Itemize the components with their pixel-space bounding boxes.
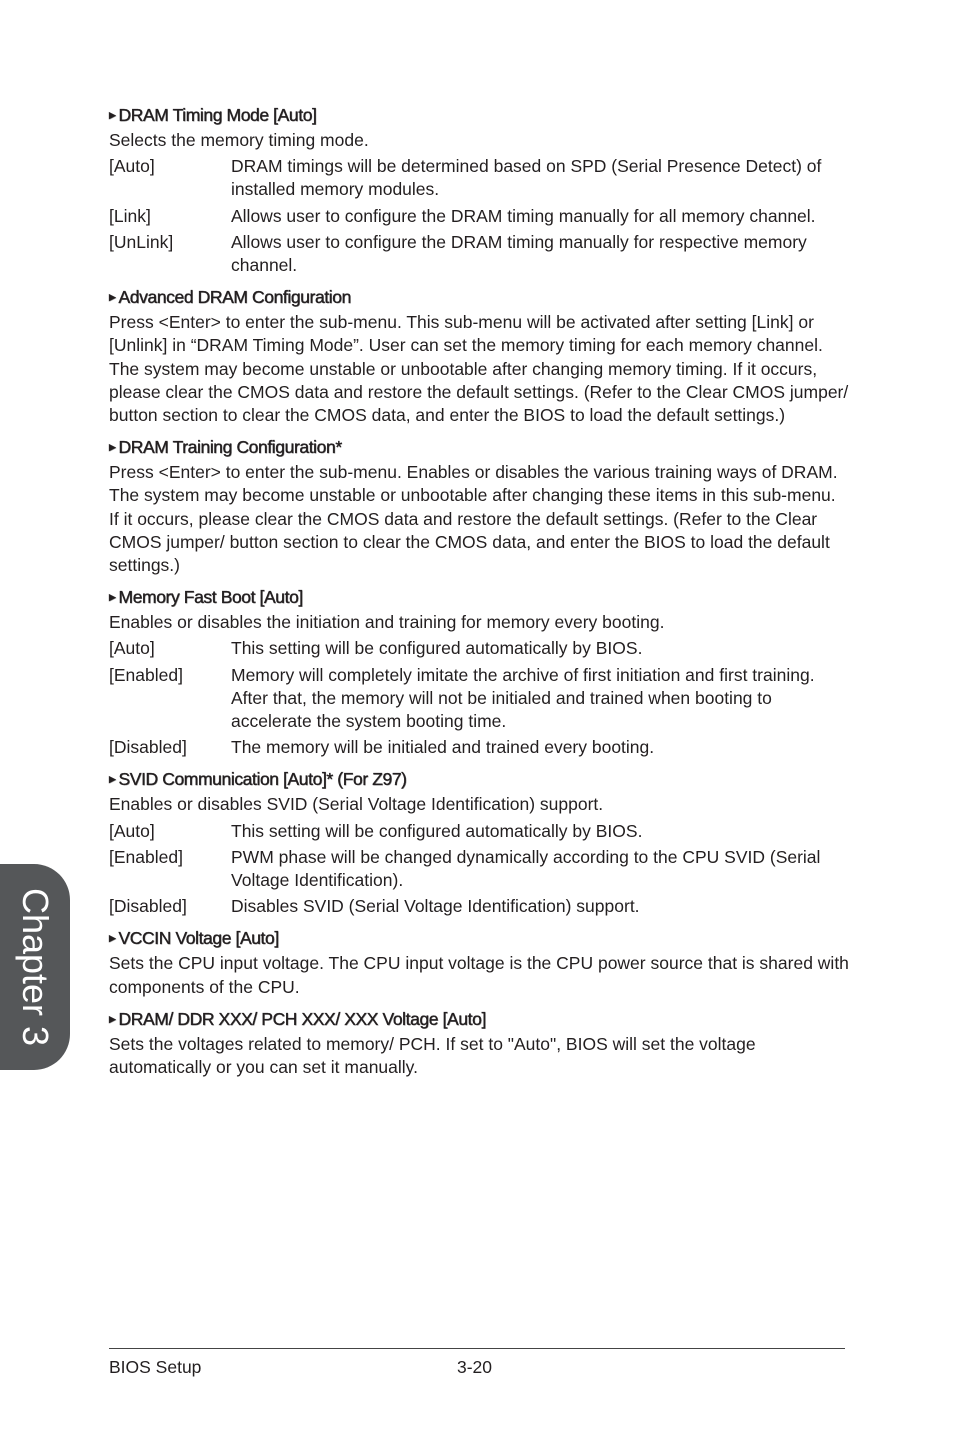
section-heading xyxy=(109,104,849,127)
section-memory-fast-boot xyxy=(109,586,849,759)
section-vccin-voltage xyxy=(109,927,849,998)
triangle-bullet-icon: ▶ xyxy=(109,110,116,120)
option-key: [Auto] xyxy=(109,820,155,841)
section-description: Enables or disables SVID (Serial Voltage Identification) support. xyxy=(109,794,604,815)
option-row xyxy=(109,895,849,918)
option-text: Allows user to configure the DRAM timing manually for all memory channel. xyxy=(231,205,816,226)
option-row xyxy=(109,155,849,201)
section-heading-text: VCCIN Voltage [Auto] xyxy=(118,928,279,949)
option-key: [Enabled] xyxy=(109,664,183,685)
section-heading xyxy=(109,586,849,609)
section-heading-text: Memory Fast Boot [Auto] xyxy=(118,587,303,608)
option-text: PWM phase will be changed dynamically according to the CPU SVID (Serial Voltage Identification). xyxy=(231,846,821,891)
triangle-bullet-icon: ▶ xyxy=(109,592,116,603)
section-description: Press <Enter> to enter the sub-menu. This sub-menu will be activated after setting [Link] or [Unlink] in “DRAM Timing Mode”. User can set the memory timing for each memory channel. The system may become unstable or unbootable after changing memory timing. If it occurs, please clear the CMOS data and restore the default settings. (Refer to the Clear CMOS jumper/ button section to clear the CMOS data, and enter the BIOS to load the default settings.) xyxy=(109,312,849,426)
section-dram-training-configuration xyxy=(109,436,849,577)
option-key: [Link] xyxy=(109,205,151,226)
option-text: Memory will completely imitate the archive of first initiation and first training. After that, the memory will not be initialed and trained when booting to accelerate the system booting time. xyxy=(231,664,815,732)
option-key: [Auto] xyxy=(109,156,155,177)
option-text: Disables SVID (Serial Voltage Identification) support. xyxy=(231,896,640,917)
section-description: Sets the voltages related to memory/ PCH. If set to "Auto", BIOS will set the voltage automatically or you can set it manually. xyxy=(109,1033,756,1078)
section-svid-communication xyxy=(109,768,849,918)
section-heading xyxy=(109,286,849,309)
page-content xyxy=(109,104,849,1088)
option-row xyxy=(109,205,849,228)
triangle-bullet-icon: ▶ xyxy=(109,292,116,303)
option-row xyxy=(109,846,849,892)
section-heading-text: DRAM Timing Mode [Auto] xyxy=(118,105,317,125)
footer-section-title: BIOS Setup xyxy=(109,1357,202,1377)
option-text: This setting will be configured automatically by BIOS. xyxy=(231,638,643,659)
chapter-tab-label: Chapter 3 xyxy=(15,887,56,1047)
option-row xyxy=(109,664,849,734)
triangle-bullet-icon: ▶ xyxy=(109,774,116,785)
option-text: The memory will be initialed and trained every booting. xyxy=(231,737,655,758)
section-heading xyxy=(109,1008,849,1031)
section-advanced-dram-configuration xyxy=(109,286,849,427)
section-description: Enables or disables the initiation and training for memory every booting. xyxy=(109,612,665,633)
section-description: Selects the memory timing mode. xyxy=(109,130,369,150)
section-heading xyxy=(109,927,849,950)
option-key: [Enabled] xyxy=(109,846,183,867)
footer-page-number: 3-20 xyxy=(457,1357,493,1377)
option-key: [Auto] xyxy=(109,638,155,659)
section-heading-text: SVID Communication [Auto]* (For Z97) xyxy=(118,769,407,790)
footer-divider xyxy=(109,1348,845,1349)
option-row xyxy=(109,637,849,660)
triangle-bullet-icon: ▶ xyxy=(109,1013,116,1024)
option-text: DRAM timings will be determined based on SPD (Serial Presence Detect) of installed memory modules. xyxy=(231,156,822,200)
triangle-bullet-icon: ▶ xyxy=(109,442,116,453)
chapter-tab xyxy=(0,864,70,1070)
section-description: Press <Enter> to enter the sub-menu. Enables or disables the various training ways of DRAM. The system may become unstable or unbootable after changing these items in this sub-menu. If it occurs, please clear the CMOS data and restore the default settings. (Refer to the Clear CMOS jumper/ button section to clear the CMOS data, and enter the BIOS to load the default settings.) xyxy=(109,462,838,576)
option-row xyxy=(109,231,849,277)
section-description: Sets the CPU input voltage. The CPU input voltage is the CPU power source that is shared with components of the CPU. xyxy=(109,953,849,997)
option-row xyxy=(109,736,849,759)
triangle-bullet-icon: ▶ xyxy=(109,933,116,944)
section-heading-text: DRAM Training Configuration* xyxy=(118,437,342,458)
section-heading xyxy=(109,768,849,791)
section-heading-text: DRAM/ DDR XXX/ PCH XXX/ XXX Voltage [Auto] xyxy=(118,1008,486,1029)
section-dram-timing-mode xyxy=(109,104,849,277)
option-text: This setting will be configured automatically by BIOS. xyxy=(231,820,643,841)
option-key: [Disabled] xyxy=(109,896,187,917)
option-row xyxy=(109,820,849,843)
option-key: [UnLink] xyxy=(109,231,174,252)
option-key: [Disabled] xyxy=(109,737,187,758)
section-heading xyxy=(109,436,849,459)
option-text: Allows user to configure the DRAM timing manually for respective memory channel. xyxy=(231,231,807,276)
section-heading-text: Advanced DRAM Configuration xyxy=(118,287,351,308)
section-dram-pch-voltage xyxy=(109,1008,849,1079)
